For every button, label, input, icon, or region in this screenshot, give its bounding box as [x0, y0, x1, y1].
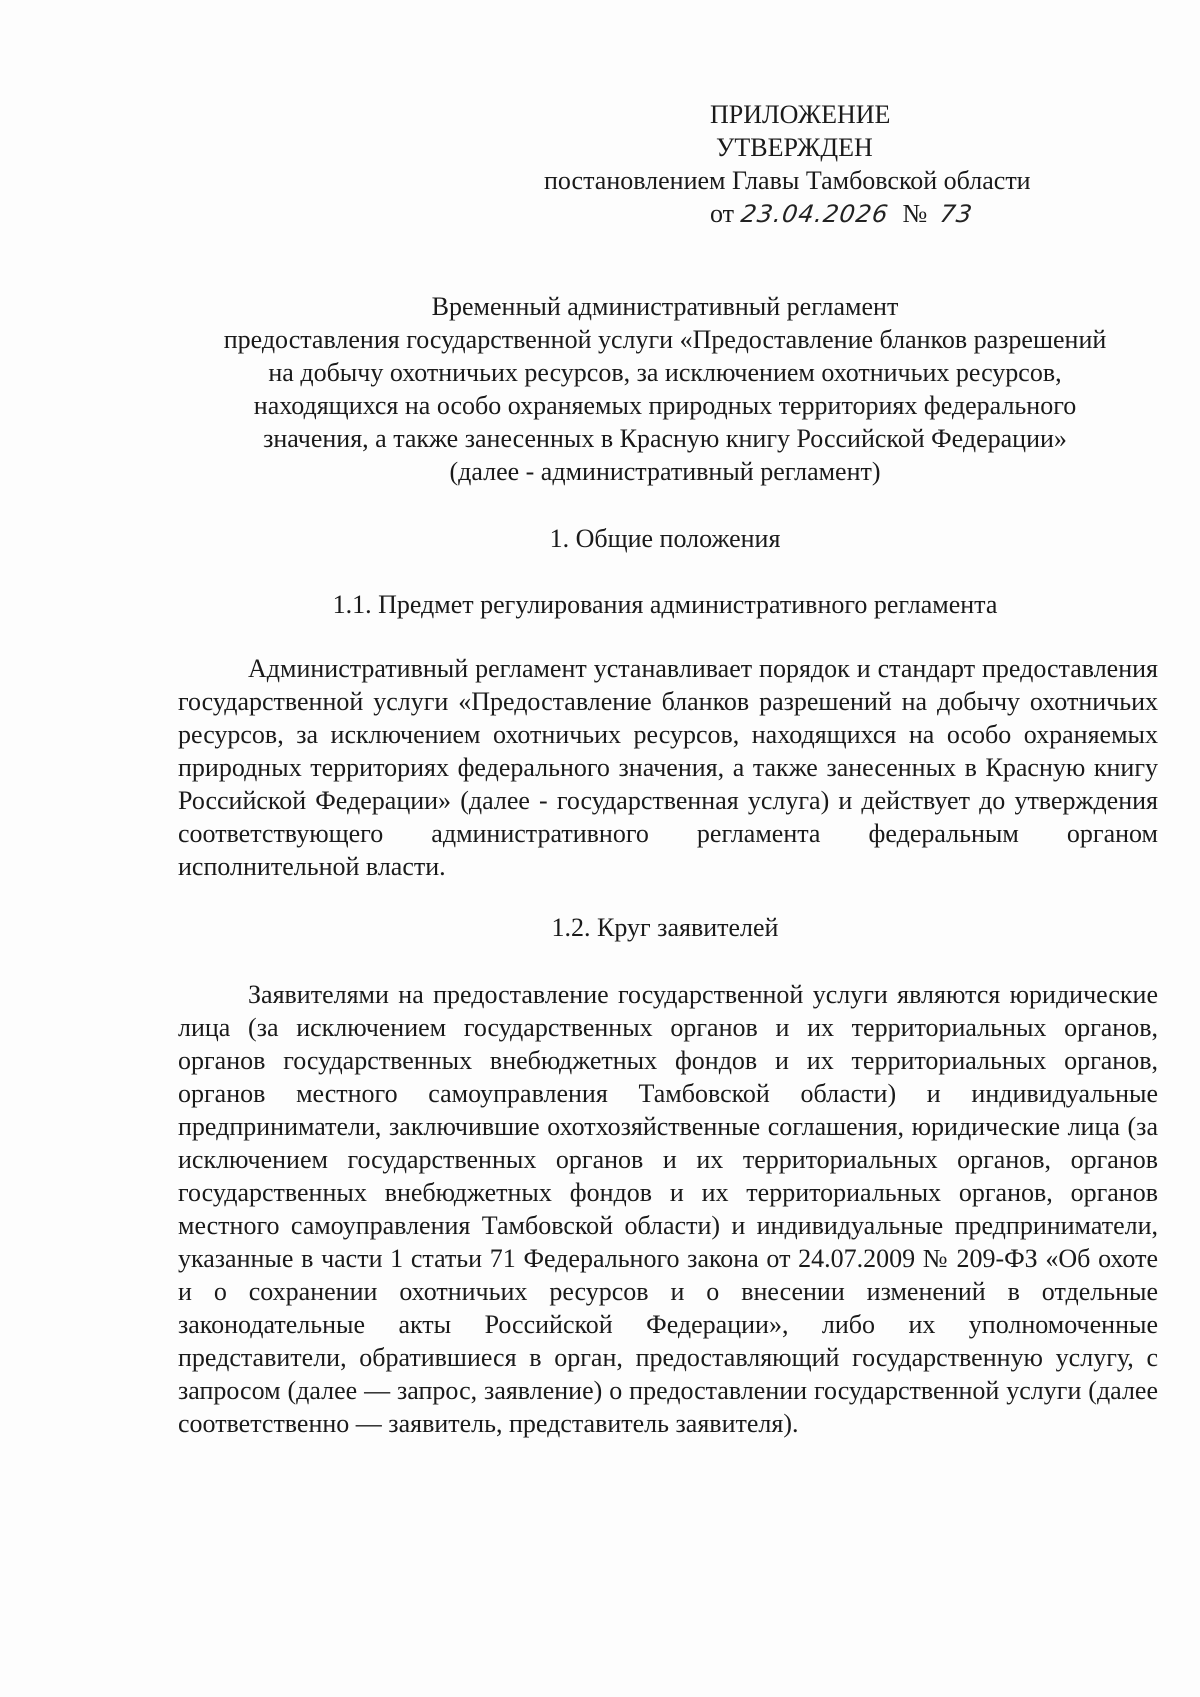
title-line-4: находящихся на особо охраняемых природных территориях федерального	[253, 391, 1077, 420]
title-line-3: на добычу охотничьих ресурсов, за исключением охотничьих ресурсов,	[268, 358, 1062, 387]
number-sign: №	[902, 199, 928, 228]
title-line-2: предоставления государственной услуги «Предоставление бланков разрешений	[223, 325, 1107, 354]
approval-stamp-block	[530, 98, 1090, 231]
title-line-5: значения, а также занесенных в Красную книгу Российской Федерации»	[263, 424, 1067, 453]
from-label: от	[710, 199, 735, 228]
section-1-2-heading: 1.2. Круг заявителей	[551, 913, 779, 942]
approved-label: УТВЕРЖДЕН	[716, 133, 873, 162]
handwritten-date: 23.04.2026	[738, 200, 890, 228]
appendix-label: ПРИЛОЖЕНИЕ	[710, 100, 891, 129]
document-title	[170, 290, 1160, 488]
section-1-heading: 1. Общие положения	[549, 524, 781, 553]
decree-label: постановлением Главы Тамбовской области	[544, 166, 1031, 195]
section-1-1-paragraph: Административный регламент устанавливает порядок и стандарт предоставления государственной услуги «Предоставление бланков разрешений на добычу охотничьих ресурсов, за исключением охотничьих ресурсов, находящихся на особо охраняемых природных территориях федерального значения, а также занесенных в Красную книгу Российской Федерации» (далее - государственная услуга) и действует до утверждения соответствующего административного регламента федеральным органом исполнительной власти.	[178, 654, 1158, 881]
decree-date-number	[530, 197, 1090, 231]
title-line-1: Временный административный регламент	[431, 292, 899, 321]
handwritten-number: 73	[937, 200, 975, 228]
section-1-1-heading: 1.1. Предмет регулирования административного регламента	[332, 590, 998, 619]
section-1-2-paragraph: Заявителями на предоставление государственной услуги являются юридические лица (за исключением государственных органов и их территориальных органов, органов государственных внебюджетных фондов и их территориальных органов, органов местного самоуправления Тамбовской области) и индивидуальные предприниматели, заключившие охотхозяйственные соглашения, юридические лица (за исключением государственных органов и их территориальных органов, органов государственных внебюджетных фондов и их территориальных органов, органов местного самоуправления Тамбовской области) и индивидуальные предприниматели, указанные в части 1 статьи 71 Федерального закона от 24.07.2009 № 209-ФЗ «Об охоте и о сохранении охотничьих ресурсов и о внесении изменений в отдельные законодательные акты Российской Федерации», либо их уполномоченные представители, обратившиеся в орган, предоставляющий государственную услугу, с запросом (далее — запрос, заявление) о предоставлении государственной услуги (далее соответственно — заявитель, представитель заявителя).	[178, 980, 1158, 1438]
title-line-6: (далее - административный регламент)	[449, 457, 881, 486]
